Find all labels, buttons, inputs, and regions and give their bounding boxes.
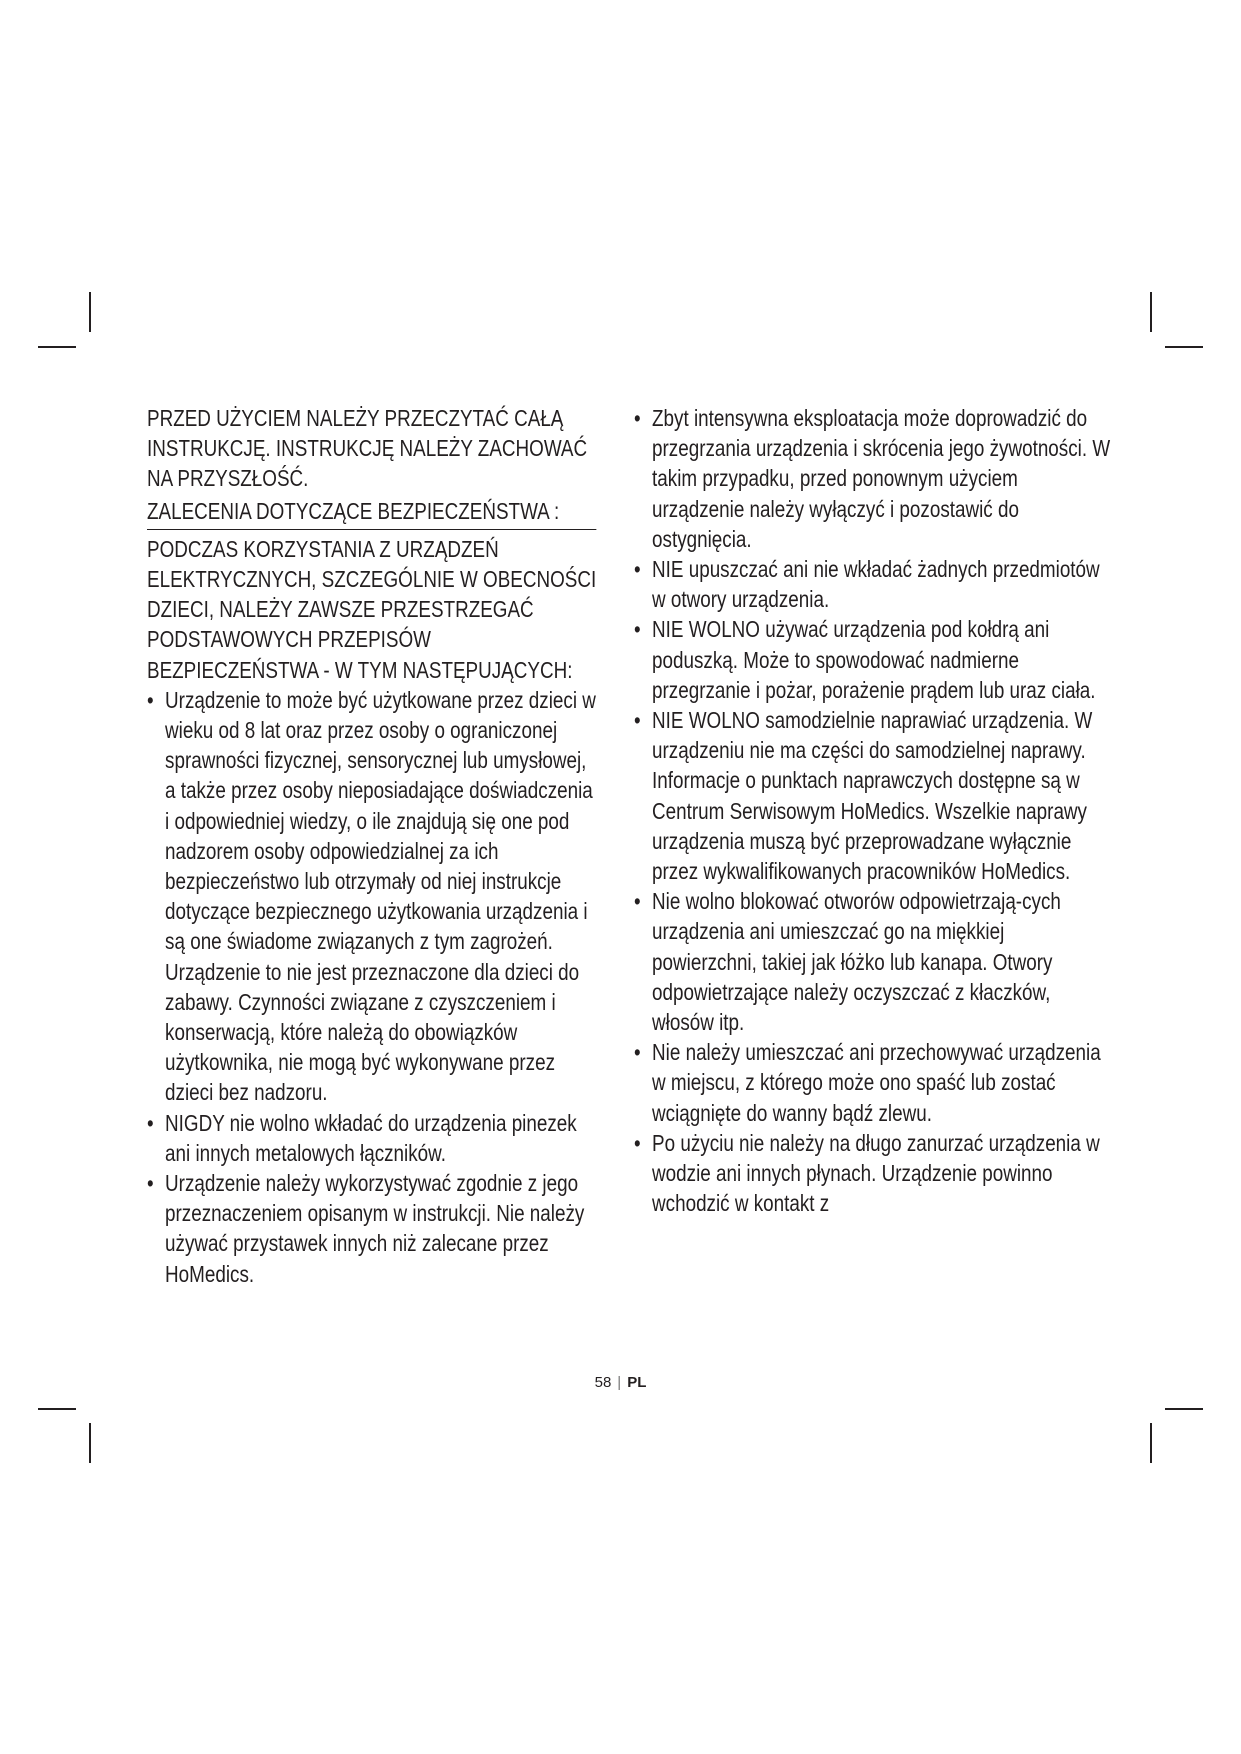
list-item: • Nie wolno blokować otworów odpowietrzają-cych urządzenia ani umieszczać go na miękkiej powierzchni, takiej jak łóżko lub kanapa. Otwory odpowietrzające należy oczyszczać z kłaczków, włosów itp.: [634, 886, 1111, 1037]
crop-mark-bottom-right-horizontal: [1165, 1408, 1203, 1410]
left-bullet-list: [147, 685, 596, 1289]
list-item: • NIGDY nie wolno wkładać do urządzenia pinezek ani innych metalowych łączników.: [147, 1108, 596, 1168]
list-item: • Zbyt intensywna eksploatacja może doprowadzić do przegrzania urządzenia i skrócenia jego żywotności. W takim przypadku, przed ponownym użyciem urządzenie należy wyłączyć i pozostawić do ostygnięcia.: [634, 403, 1111, 554]
page-footer: [0, 1374, 1241, 1391]
list-item: • NIE WOLNO samodzielnie naprawiać urządzenia. W urządzeniu nie ma części do samodzielnej naprawy. Informacje o punktach naprawczych dostępne są w Centrum Serwisowym HoMedics. Wszelkie naprawy urządzenia muszą być przeprowadzane wyłącznie przez wykwalifikowanych pracowników HoMedics.: [634, 705, 1111, 886]
crop-mark-top-left-horizontal: [38, 346, 76, 348]
crop-mark-bottom-left-horizontal: [38, 1408, 76, 1410]
heading-underline: [147, 529, 596, 530]
crop-mark-top-right-vertical: [1150, 292, 1152, 332]
list-item: • NIE WOLNO używać urządzenia pod kołdrą ani poduszką. Może to spowodować nadmierne przegrzanie i pożar, porażenie prądem lub uraz ciała.: [634, 614, 1111, 705]
right-bullet-list: [634, 403, 1111, 1218]
crop-mark-top-left-vertical: [89, 292, 91, 332]
list-item: • Nie należy umieszczać ani przechowywać urządzenia w miejscu, z którego może ono spaść lub zostać wciągnięte do wanny bądź zlewu.: [634, 1037, 1111, 1128]
footer-separator: |: [617, 1374, 622, 1391]
crop-mark-bottom-right-vertical: [1150, 1423, 1152, 1463]
list-item: • Urządzenie to może być użytkowane przez dzieci w wieku od 8 lat oraz przez osoby o ograniczonej sprawności fizycznej, sensorycznej lub umysłowej, a także przez osoby nieposiadające doświadczenia i odpowiedniej wiedzy, o ile znajdują się one pod nadzorem osoby odpowiedzialnej za ich bezpieczeństwo lub otrzymały od niej instrukcje dotyczące bezpiecznego użytkowania urządzenia i są one świadome związanych z tym zagrożeń. Urządzenie to nie jest przeznaczone dla dzieci do zabawy. Czynności związane z czyszczeniem i konserwacją, które należą do obowiązków użytkownika, nie mogą być wykonywane przez dzieci bez nadzoru.: [147, 685, 596, 1108]
list-item: • Urządzenie należy wykorzystywać zgodnie z jego przeznaczeniem opisanym w instrukcji. Nie należy używać przystawek innych niż zalecane przez HoMedics.: [147, 1168, 596, 1289]
list-item: • Po użyciu nie należy na długo zanurzać urządzenia w wodzie ani innych płynach. Urządzenie powinno wchodzić w kontakt z: [634, 1128, 1111, 1219]
crop-mark-top-right-horizontal: [1165, 346, 1203, 348]
page-number: 58: [594, 1374, 612, 1391]
safety-heading: ZALECENIA DOTYCZĄCE BEZPIECZEŃSTWA :: [147, 497, 560, 524]
right-column: [634, 403, 1111, 1218]
language-code: PL: [627, 1374, 647, 1391]
safety-preamble: PODCZAS KORZYSTANIA Z URZĄDZEŃ ELEKTRYCZNYCH, SZCZEGÓLNIE W OBECNOŚCI DZIECI, NALEŻY ZAWSZE PRZESTRZEGAĆ PODSTAWOWYCH PRZEPISÓW BEZPIECZEŃSTWA - W TYM NASTĘPUJĄCYCH:: [147, 535, 597, 683]
left-column: [147, 403, 596, 1289]
crop-mark-bottom-left-vertical: [89, 1423, 91, 1463]
intro-text: PRZED UŻYCIEM NALEŻY PRZECZYTAĆ CAŁĄ INSTRUKCJĘ. INSTRUKCJĘ NALEŻY ZACHOWAĆ NA PRZYSZŁOŚĆ.: [147, 405, 588, 492]
list-item: • NIE upuszczać ani nie wkładać żadnych przedmiotów w otwory urządzenia.: [634, 554, 1111, 614]
